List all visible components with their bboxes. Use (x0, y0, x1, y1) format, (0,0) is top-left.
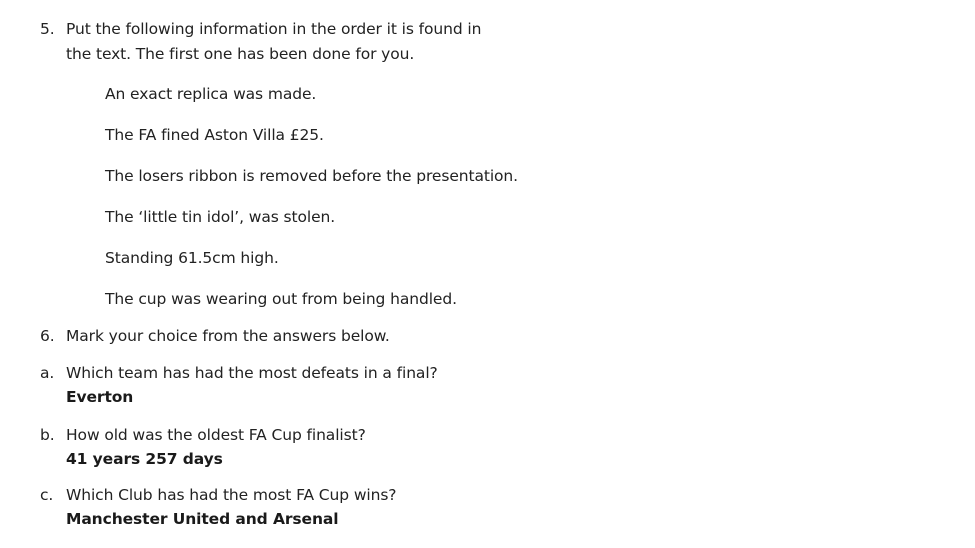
question-5-number: 5. (40, 20, 55, 38)
ordering-item: The FA fined Aston Villa £25. (105, 126, 324, 144)
question-5-text-line-1: Put the following information in the order it is found in (66, 20, 482, 38)
ordering-item: The losers ribbon is removed before the presentation. (105, 167, 518, 185)
part-letter: a. (40, 364, 55, 382)
part-question: Which team has had the most defeats in a final? (66, 364, 438, 382)
question-6-number: 6. (40, 327, 55, 345)
part-question: Which Club has had the most FA Cup wins? (66, 486, 397, 504)
ordering-item: The cup was wearing out from being handled. (105, 290, 457, 308)
question-5-text-line-2: the text. The first one has been done for you. (66, 45, 415, 63)
question-6-text: Mark your choice from the answers below. (66, 327, 390, 345)
ordering-item: An exact replica was made. (105, 85, 317, 103)
part-answer: Manchester United and Arsenal (66, 510, 339, 528)
ordering-item: The ‘little tin idol’, was stolen. (105, 208, 336, 226)
part-letter: b. (40, 426, 55, 444)
part-letter: c. (40, 486, 54, 504)
ordering-item: Standing 61.5cm high. (105, 249, 279, 267)
part-answer: Everton (66, 388, 134, 406)
part-question: How old was the oldest FA Cup finalist? (66, 426, 366, 444)
part-answer: 41 years 257 days (66, 450, 223, 468)
